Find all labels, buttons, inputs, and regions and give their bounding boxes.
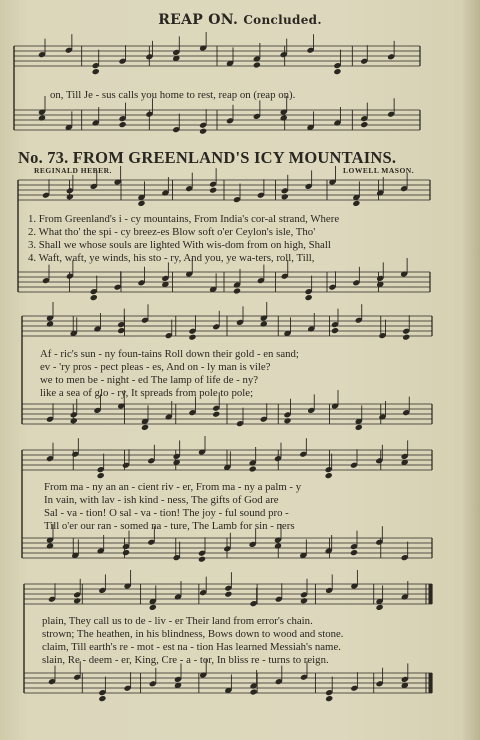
- note-head: [73, 597, 81, 604]
- note-head: [46, 542, 54, 549]
- note-head: [137, 200, 145, 207]
- verse-line: we to men be - night - ed The lamp of life de - ny?: [40, 374, 259, 386]
- header-subtitle: Concluded.: [243, 13, 322, 27]
- note-head: [122, 549, 130, 556]
- note-head: [199, 128, 207, 135]
- note-head: [92, 68, 100, 75]
- verse-line: like a sea of glo - ry, It spreads from pole to pole;: [40, 387, 254, 399]
- verse-line: From ma - ny an an - cient riv - er, From ma - ny a palm - y: [44, 481, 302, 493]
- note-head: [249, 465, 257, 472]
- note-head: [355, 424, 363, 431]
- note-head: [90, 294, 98, 301]
- note-head: [38, 114, 46, 121]
- note-head: [281, 193, 289, 200]
- note-head: [305, 294, 313, 301]
- verse-line: 4. Waft, waft, ye winds, his sto - ry, And you, ye wa-ters, roll, Till,: [28, 252, 315, 264]
- verse-line: claim, Till earth's re - mot - est na - tion Has learned Messiah's name.: [42, 641, 341, 653]
- hymn-title: No. 73. FROM GREENLAND'S ICY MOUNTAINS.: [18, 148, 397, 167]
- note-head: [233, 287, 241, 294]
- note-head: [97, 472, 105, 479]
- note-head: [98, 695, 106, 702]
- note-head: [260, 320, 268, 327]
- verse-line: strown; The heathen, in his blindness, Bows down to wood and stone.: [42, 628, 344, 640]
- note-head: [224, 591, 232, 598]
- note-head: [376, 604, 384, 611]
- note-head: [300, 597, 308, 604]
- note-head: [402, 334, 410, 341]
- note-head: [209, 187, 217, 194]
- verse-line: plain, They call us to de - liv - er Their land from error's chain.: [42, 615, 313, 627]
- note-head: [188, 334, 196, 341]
- lyric-line-reap-on: on, Till Je - sus calls you home to rest, reap on (reap on).: [50, 89, 296, 101]
- header-title: REAP ON.: [158, 12, 239, 28]
- note-head: [350, 549, 358, 556]
- verse-line: slain, Re - deem - er, King, Cre - a - tor, In bliss re - turns to reign.: [42, 654, 329, 666]
- note-head: [119, 121, 127, 128]
- note-head: [141, 424, 149, 431]
- note-head: [331, 327, 339, 334]
- verse-line: Sal - va - tion! O sal - va - tion! The joy - ful sound pro -: [44, 507, 289, 519]
- words-credit: REGINALD HEBER.: [34, 166, 112, 175]
- note-head: [352, 200, 360, 207]
- note-head: [46, 320, 54, 327]
- note-head: [280, 114, 288, 121]
- verse-line: Till o'er our ran - somed na - ture, The Lamb for sin - ners: [44, 520, 295, 532]
- verse-line: 1. From Greenland's i - cy mountains, From India's cor-al strand, Where: [28, 213, 340, 225]
- note-head: [70, 417, 78, 424]
- note-head: [149, 604, 157, 611]
- note-head: [250, 688, 258, 695]
- verse-line: 3. Shall we whose souls are lighted With wis-dom from on high, Shall: [28, 239, 331, 251]
- verse-line: 2. What tho' the spi - cy breez-es Blow soft o'er Ceylon's isle, Tho': [28, 226, 316, 238]
- verse-line: In vain, with lav - ish kind - ness, The gifts of God are: [44, 494, 279, 506]
- note-head: [360, 121, 368, 128]
- note-head: [325, 695, 333, 702]
- note-head: [325, 472, 333, 479]
- note-head: [333, 68, 341, 75]
- verse-line: Af - ric's sun - ny foun-tains Roll down their gold - en sand;: [40, 348, 299, 360]
- note-head: [66, 193, 74, 200]
- music-credit: LOWELL MASON.: [343, 166, 415, 175]
- verse-line: ev - 'ry pros - pect pleas - es, And on - ly man is vile?: [40, 361, 271, 373]
- note-head: [274, 542, 282, 549]
- note-head: [198, 556, 206, 563]
- note-head: [283, 417, 291, 424]
- note-head: [212, 411, 220, 418]
- note-head: [253, 61, 261, 68]
